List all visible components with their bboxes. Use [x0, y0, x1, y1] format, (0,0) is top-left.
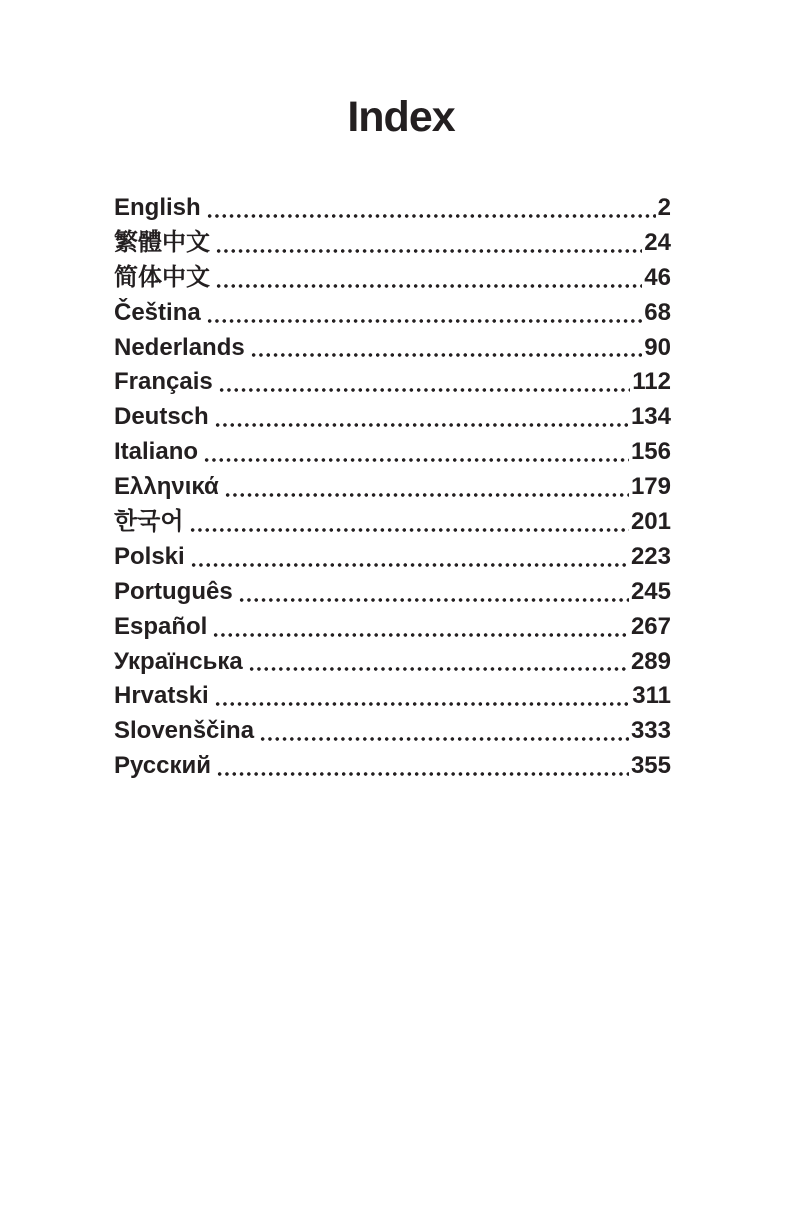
- dot-leader: [250, 353, 643, 357]
- dot-leader: [224, 493, 629, 497]
- toc-entry-page: 179: [630, 473, 671, 501]
- toc-entry-label: Hrvatski: [114, 682, 209, 710]
- toc-entry-label: Français: [114, 368, 213, 396]
- toc-entry-page: 46: [644, 263, 671, 291]
- toc-entry-label: 简体中文: [114, 263, 210, 291]
- dot-leader: [216, 772, 629, 776]
- toc-row[interactable]: [114, 470, 671, 505]
- toc-list: [114, 191, 671, 784]
- toc-row[interactable]: [114, 261, 671, 296]
- toc-row[interactable]: [114, 645, 671, 680]
- dot-leader: [206, 319, 643, 323]
- toc-entry-label: 繁體中文: [114, 228, 210, 256]
- dot-leader: [214, 702, 631, 706]
- dot-leader: [215, 284, 642, 288]
- toc-entry-label: Slovenščina: [114, 717, 255, 745]
- toc-row[interactable]: [114, 714, 671, 749]
- toc-row[interactable]: [114, 400, 671, 435]
- toc-entry-label: 한국어: [114, 508, 184, 536]
- toc-entry-label: Deutsch: [114, 403, 209, 431]
- dot-leader: [206, 214, 656, 218]
- toc-row[interactable]: [114, 540, 671, 575]
- toc-row[interactable]: [114, 435, 671, 470]
- toc-entry-page: 90: [644, 333, 671, 361]
- toc-entry-label: Čeština: [114, 298, 201, 326]
- toc-row[interactable]: [114, 226, 671, 261]
- toc-entry-page: 68: [644, 298, 671, 326]
- toc-entry-label: Nederlands: [114, 333, 245, 361]
- toc-row[interactable]: [114, 191, 671, 226]
- dot-leader: [248, 667, 629, 671]
- page-title: Index: [347, 93, 455, 141]
- dot-leader: [203, 458, 629, 462]
- toc-row[interactable]: [114, 575, 671, 610]
- dot-leader: [218, 388, 631, 392]
- toc-entry-page: 134: [630, 403, 671, 431]
- toc-row[interactable]: [114, 365, 671, 400]
- toc-entry-page: 112: [632, 368, 671, 396]
- toc-row[interactable]: [114, 749, 671, 784]
- toc-row[interactable]: [114, 296, 671, 331]
- toc-entry-page: 2: [657, 194, 671, 221]
- toc-row[interactable]: [114, 331, 671, 366]
- toc-entry-page: 355: [630, 752, 671, 780]
- dot-leader: [190, 563, 629, 567]
- toc-entry-page: 156: [630, 438, 671, 466]
- toc-entry-page: 245: [630, 577, 671, 605]
- toc-entry-label: Русский: [114, 752, 211, 780]
- toc-entry-page: 333: [630, 717, 671, 745]
- dot-leader: [189, 528, 629, 532]
- toc-entry-page: 289: [630, 647, 671, 675]
- toc-entry-label: Ελληνικά: [114, 473, 219, 501]
- toc-entry-label: Polski: [114, 542, 185, 570]
- toc-entry-page: 223: [630, 542, 671, 570]
- toc-entry-label: Português: [114, 577, 233, 605]
- toc-entry-label: Español: [114, 612, 208, 640]
- toc-entry-page: 267: [630, 612, 671, 640]
- toc-entry-page: 311: [632, 682, 671, 710]
- toc-entry-page: 24: [644, 228, 671, 256]
- toc-entry-page: 201: [630, 508, 671, 536]
- dot-leader: [212, 633, 629, 637]
- toc-entry-label: Italiano: [114, 438, 199, 466]
- dot-leader: [215, 249, 642, 253]
- toc-row[interactable]: [114, 505, 671, 540]
- toc-row[interactable]: [114, 610, 671, 645]
- toc-row[interactable]: [114, 679, 671, 714]
- toc-entry-label: Українська: [114, 647, 243, 675]
- dot-leader: [259, 737, 629, 741]
- toc-entry-label: English: [114, 194, 201, 221]
- dot-leader: [214, 423, 629, 427]
- dot-leader: [238, 598, 629, 602]
